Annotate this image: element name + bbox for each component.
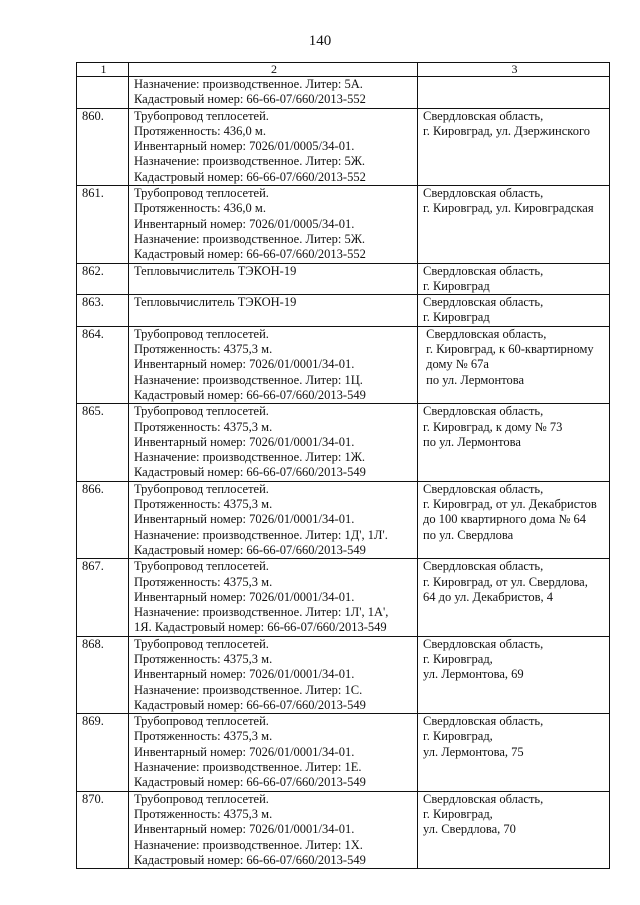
address-line: г. Кировград, от ул. Свердлова, <box>423 574 588 589</box>
table-row <box>77 714 610 791</box>
description-line: Протяженность: 4375,3 м. <box>134 729 273 744</box>
description-line: Назначение: производственное. Литер: 1Е. <box>134 760 362 775</box>
description-line: Кадастровый номер: 66-66-07/660/2013-549 <box>134 465 366 480</box>
row-number: 869. <box>77 714 129 791</box>
description-line: Назначение: производственное. Литер: 1Л', 1А', <box>134 605 389 620</box>
table-row <box>77 263 610 295</box>
object-description <box>129 108 418 185</box>
address-line: г. Кировград, к 60-квартирному <box>423 342 594 357</box>
description-line: Инвентарный номер: 7026/01/0005/34-01. <box>134 216 355 231</box>
description-line: Назначение: производственное. Литер: 1Д', 1Л'. <box>134 527 388 542</box>
address-line: ул. Свердлова, 70 <box>423 822 516 837</box>
address-line: Свердловская область, <box>423 186 544 201</box>
table-body <box>77 77 610 869</box>
description-line: Трубопровод теплосетей. <box>134 559 269 574</box>
description-line: Кадастровый номер: 66-66-07/660/2013-549 <box>134 387 366 402</box>
table-row <box>77 77 610 109</box>
address-line: дому № 67а <box>423 357 489 372</box>
row-number: 865. <box>77 404 129 481</box>
object-description <box>129 326 418 403</box>
description-line: Трубопровод теплосетей. <box>134 636 269 651</box>
object-address <box>418 326 610 403</box>
object-description <box>129 791 418 868</box>
object-address <box>418 714 610 791</box>
address-line: Свердловская область, <box>423 714 544 729</box>
object-address <box>418 186 610 263</box>
description-line: Трубопровод теплосетей. <box>134 714 269 729</box>
object-address <box>418 404 610 481</box>
row-number: 862. <box>77 263 129 295</box>
description-line: Трубопровод теплосетей. <box>134 404 269 419</box>
object-description <box>129 77 418 109</box>
address-line: Свердловская область, <box>423 326 547 341</box>
address-line: Свердловская область, <box>423 636 544 651</box>
description-line: Трубопровод теплосетей. <box>134 481 269 496</box>
description-line: Назначение: производственное. Литер: 5А. <box>134 77 363 91</box>
description-line: Трубопровод теплосетей. <box>134 326 269 341</box>
address-line: по ул. Свердлова <box>423 527 514 542</box>
table-header <box>77 63 610 77</box>
description-line: Протяженность: 4375,3 м. <box>134 651 273 666</box>
address-line: г. Кировград, к дому № 73 <box>423 419 563 434</box>
address-line: г. Кировград, ул. Кировградская <box>423 201 594 216</box>
address-line: Свердловская область, <box>423 481 544 496</box>
object-address <box>418 481 610 558</box>
object-address <box>418 295 610 327</box>
description-line: Протяженность: 4375,3 м. <box>134 419 273 434</box>
object-address <box>418 77 610 109</box>
object-address <box>418 791 610 868</box>
address-line: до 100 квартирного дома № 64 <box>423 512 587 527</box>
description-line: Назначение: производственное. Литер: 5Ж. <box>134 154 366 169</box>
object-description <box>129 636 418 713</box>
description-line: Протяженность: 4375,3 м. <box>134 806 273 821</box>
table-row <box>77 186 610 263</box>
description-line: Протяженность: 4375,3 м. <box>134 497 273 512</box>
address-line: ул. Лермонтова, 75 <box>423 744 524 759</box>
table-row <box>77 326 610 403</box>
description-line: Кадастровый номер: 66-66-07/660/2013-552 <box>134 169 366 184</box>
address-line: Свердловская область, <box>423 108 544 123</box>
description-line: Протяженность: 436,0 м. <box>134 123 266 138</box>
column-header-3: 3 <box>418 63 610 77</box>
row-number: 860. <box>77 108 129 185</box>
address-line: ул. Лермонтова, 69 <box>423 667 524 682</box>
description-line: Тепловычислитель ТЭКОН-19 <box>134 295 297 310</box>
object-description <box>129 263 418 295</box>
object-description <box>129 295 418 327</box>
description-line: Назначение: производственное. Литер: 5Ж. <box>134 231 366 246</box>
description-line: Кадастровый номер: 66-66-07/660/2013-552 <box>134 247 366 262</box>
description-line: Тепловычислитель ТЭКОН-19 <box>134 263 297 278</box>
address-line: по ул. Лермонтова <box>423 372 525 387</box>
column-header-1: 1 <box>77 63 129 77</box>
row-number: 868. <box>77 636 129 713</box>
description-line: Кадастровый номер: 66-66-07/660/2013-549 <box>134 775 366 790</box>
description-line: Инвентарный номер: 7026/01/0001/34-01. <box>134 434 355 449</box>
column-header-2: 2 <box>129 63 418 77</box>
description-line: Кадастровый номер: 66-66-07/660/2013-549 <box>134 852 366 867</box>
description-line: Протяженность: 4375,3 м. <box>134 574 273 589</box>
object-address <box>418 559 610 636</box>
description-line: Кадастровый номер: 66-66-07/660/2013-549 <box>134 542 366 557</box>
description-line: Протяженность: 436,0 м. <box>134 201 266 216</box>
description-line: Трубопровод теплосетей. <box>134 108 269 123</box>
description-line: Протяженность: 4375,3 м. <box>134 342 273 357</box>
description-line: Инвентарный номер: 7026/01/0001/34-01. <box>134 512 355 527</box>
description-line: Инвентарный номер: 7026/01/0001/34-01. <box>134 589 355 604</box>
address-line: г. Кировград <box>423 310 490 325</box>
object-description <box>129 481 418 558</box>
address-line: г. Кировград, от ул. Декабристов <box>423 497 597 512</box>
row-number <box>77 77 129 109</box>
row-number: 863. <box>77 295 129 327</box>
property-table <box>76 62 610 869</box>
object-description <box>129 559 418 636</box>
address-line: Свердловская область, <box>423 263 544 278</box>
description-line: Назначение: производственное. Литер: 1Ж. <box>134 450 366 465</box>
description-line: Инвентарный номер: 7026/01/0005/34-01. <box>134 139 355 154</box>
description-line: Трубопровод теплосетей. <box>134 791 269 806</box>
table-row <box>77 636 610 713</box>
address-line: г. Кировград <box>423 278 490 293</box>
description-line: Инвентарный номер: 7026/01/0001/34-01. <box>134 822 355 837</box>
object-address <box>418 636 610 713</box>
table-row <box>77 295 610 327</box>
description-line: Трубопровод теплосетей. <box>134 186 269 201</box>
table-row <box>77 404 610 481</box>
address-line: г. Кировград, <box>423 729 493 744</box>
row-number: 867. <box>77 559 129 636</box>
description-line: Кадастровый номер: 66-66-07/660/2013-549 <box>134 697 366 712</box>
table-row <box>77 108 610 185</box>
description-line: Назначение: производственное. Литер: 1Х. <box>134 837 363 852</box>
table-row <box>77 559 610 636</box>
address-line: г. Кировград, <box>423 651 493 666</box>
object-address <box>418 108 610 185</box>
description-line: Инвентарный номер: 7026/01/0001/34-01. <box>134 357 355 372</box>
description-line: Инвентарный номер: 7026/01/0001/34-01. <box>134 667 355 682</box>
description-line: Назначение: производственное. Литер: 1С. <box>134 682 363 697</box>
address-line: по ул. Лермонтова <box>423 434 521 449</box>
address-line: Свердловская область, <box>423 791 544 806</box>
page-number: 140 <box>308 33 332 49</box>
address-line: г. Кировград, <box>423 806 493 821</box>
row-number: 866. <box>77 481 129 558</box>
row-number: 861. <box>77 186 129 263</box>
address-line: Свердловская область, <box>423 295 544 310</box>
description-line: Инвентарный номер: 7026/01/0001/34-01. <box>134 744 355 759</box>
table-row <box>77 481 610 558</box>
table-row <box>77 791 610 868</box>
address-line: Свердловская область, <box>423 559 544 574</box>
address-line: 64 до ул. Декабристов, 4 <box>423 589 554 604</box>
address-line: Свердловская область, <box>423 404 544 419</box>
address-line: г. Кировград, ул. Дзержинского <box>423 123 591 138</box>
object-address <box>418 263 610 295</box>
object-description <box>129 186 418 263</box>
row-number: 870. <box>77 791 129 868</box>
object-description <box>129 404 418 481</box>
object-description <box>129 714 418 791</box>
description-line: Кадастровый номер: 66-66-07/660/2013-552 <box>134 92 366 107</box>
row-number: 864. <box>77 326 129 403</box>
description-line: 1Я. Кадастровый номер: 66-66-07/660/2013-549 <box>134 620 387 635</box>
description-line: Назначение: производственное. Литер: 1Ц. <box>134 372 363 387</box>
